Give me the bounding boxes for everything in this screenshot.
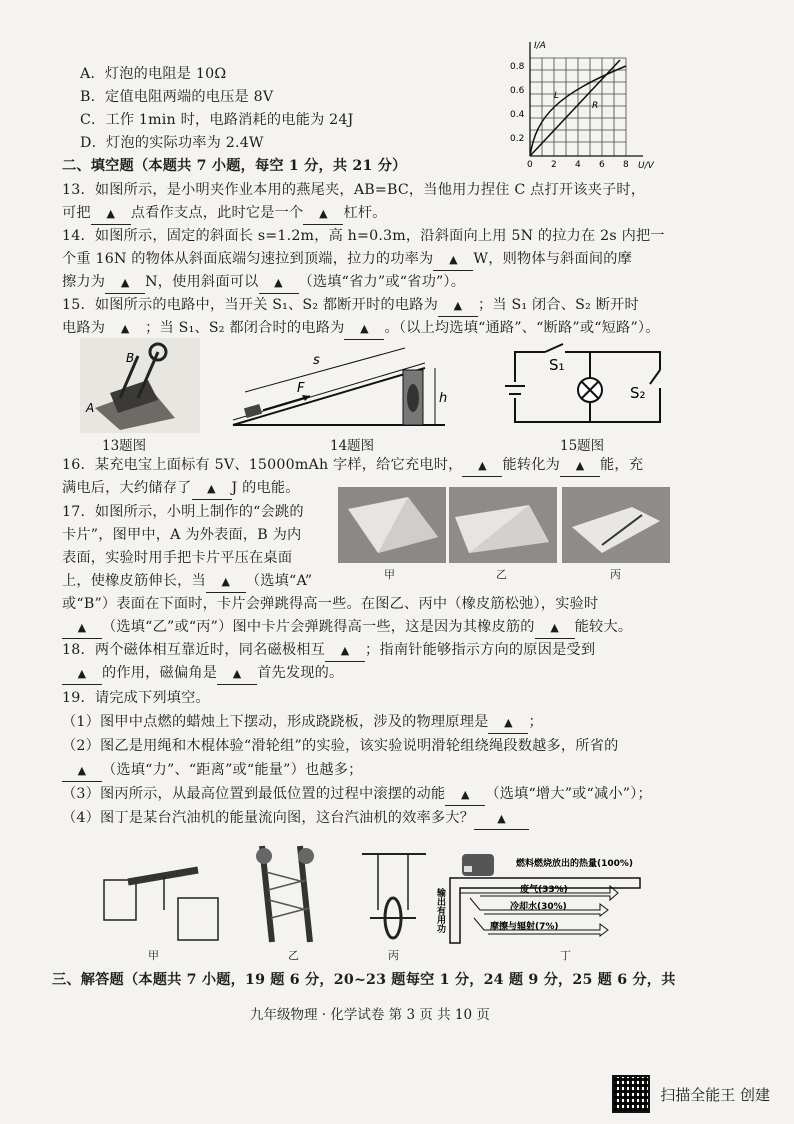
circuit-figure <box>505 342 680 432</box>
q13-line2: 可把 ▲ 点看作支点，此时它是一个 ▲ 杠杆。 <box>62 203 387 225</box>
x-tick: 2 <box>551 160 557 170</box>
binder-clip-figure <box>80 338 200 433</box>
q19-part1: （1）图甲中点燃的蜡烛上下摆动，形成跷跷板，涉及的物理原理是 ▲ ； <box>62 712 543 734</box>
energy-cooling-label: 冷却水(30%) <box>510 902 567 912</box>
fig13-caption: 13题图 <box>102 438 147 454</box>
answer-blank[interactable]: ▲ <box>462 455 502 477</box>
q14-line1: 14．如图所示，固定的斜面长 s=1.2m，高 h=0.3m，沿斜面向上用 5N 的拉力在 2s 内把一 <box>62 228 665 244</box>
answer-blank[interactable]: ▲ <box>560 455 600 477</box>
energy-friction-label: 摩擦与辐射(7%) <box>490 922 559 932</box>
answer-blank[interactable]: ▲ <box>474 808 529 830</box>
y-tick: 0.6 <box>510 86 525 96</box>
x-tick: 8 <box>623 160 629 170</box>
answer-blank[interactable]: ▲ <box>303 203 343 225</box>
answer-blank[interactable]: ▲ <box>433 249 473 271</box>
q17-line6: ▲ （选填“乙”或“丙”）图中卡片会弹跳得高一些，这是因为其橡皮筋的 ▲ 能较大。 <box>62 617 632 639</box>
page-footer: 九年级物理 · 化学试卷 第 3 页 共 10 页 <box>250 1007 490 1023</box>
curve-r-label: R <box>592 101 599 111</box>
iu-graph <box>508 36 668 171</box>
option-c: C．工作 1min 时，电路消耗的电能为 24J <box>80 112 354 128</box>
q19-caption-ding: 丁 <box>560 949 571 962</box>
q16-line2: 满电后，大约储存了 ▲ J 的电能。 <box>62 478 300 500</box>
incline-figure <box>225 340 460 435</box>
section-3-heading: 三、解答题（本题共 7 小题，19 题 6 分，20~23 题每空 1 分，24 题 9 分，25 题 6 分，共 <box>52 972 676 988</box>
slope-label-s: s <box>313 353 320 368</box>
answer-blank[interactable]: ▲ <box>206 571 246 593</box>
answer-blank[interactable]: ▲ <box>91 203 131 225</box>
q19-caption-bing: 丙 <box>388 949 399 962</box>
answer-blank[interactable]: ▲ <box>344 318 384 340</box>
answer-blank[interactable]: ▲ <box>62 617 102 639</box>
q19-caption-jia: 甲 <box>148 949 159 962</box>
answer-blank[interactable]: ▲ <box>259 272 299 294</box>
circuit-label-s1: S₁ <box>549 356 565 374</box>
q19-part3: （3）图丙所示，从最高位置到最低位置的过程中滚摆的动能 ▲ （选填“增大”或“减小”）； <box>62 784 652 806</box>
answer-blank[interactable]: ▲ <box>62 663 102 685</box>
fig15-caption: 15题图 <box>560 438 605 454</box>
answer-blank[interactable]: ▲ <box>62 760 102 782</box>
clip-label-b: B <box>126 351 135 365</box>
q15-line1: 15．如图所示的电路中，当开关 S₁、S₂ 都断开时的电路为 ▲ ；当 S₁ 闭合、S₂ 断开时 <box>62 295 639 317</box>
slope-label-f: F <box>297 381 305 396</box>
clip-label-a: A <box>86 401 95 415</box>
option-a: A．灯泡的电阻是 10Ω <box>80 66 227 82</box>
answer-blank[interactable]: ▲ <box>438 295 478 317</box>
card-photo-jia <box>338 487 446 563</box>
answer-blank[interactable]: ▲ <box>325 640 365 662</box>
section-2-heading: 二、填空题（本题共 7 小题，每空 1 分，共 21 分） <box>62 158 407 174</box>
answer-blank[interactable]: ▲ <box>535 617 575 639</box>
curve-l-label: L <box>554 91 560 101</box>
y-tick: 0.8 <box>510 62 525 72</box>
energy-flow-diagram <box>435 848 680 950</box>
x-tick: 0 <box>527 160 533 170</box>
y-axis-label: I/A <box>534 41 546 51</box>
watermark-text: 扫描全能王 创建 <box>660 1085 770 1104</box>
qr-code-icon <box>612 1075 650 1113</box>
option-b: B．定值电阻两端的电压是 8V <box>80 89 274 105</box>
q15-line2: 电路为 ▲ ；当 S₁、S₂ 都闭合时的电路为 ▲ 。（以上均选填“通路”、“断路”或“短路”）。 <box>62 318 660 340</box>
x-tick: 6 <box>599 160 605 170</box>
q17-line3: 表面，实验时用手把卡片平压在桌面 <box>62 550 293 566</box>
q14-line2: 个重 16N 的物体从斜面底端匀速拉到顶端，拉力的功率为 ▲ W，则物体与斜面间的摩 <box>62 249 632 271</box>
q18-line2: ▲ 的作用，磁偏角是 ▲ 首先发现的。 <box>62 663 343 685</box>
energy-total-label: 燃料燃烧放出的热量(100%) <box>516 859 634 869</box>
q18-line1: 18．两个磁体相互靠近时，同名磁极相互 ▲ ；指南针能够指示方向的原因是受到 <box>62 640 595 662</box>
card-caption-bing: 丙 <box>610 568 621 581</box>
q19-part4: （4）图丁是某台汽油机的能量流向图，这台汽油机的效率多大？ ▲ <box>62 808 529 830</box>
x-axis-label: U/V <box>638 161 654 171</box>
answer-blank[interactable]: ▲ <box>217 663 257 685</box>
x-tick: 4 <box>575 160 581 170</box>
slope-label-h: h <box>439 391 448 406</box>
answer-blank[interactable]: ▲ <box>192 478 232 500</box>
y-tick: 0.2 <box>510 134 525 144</box>
answer-blank[interactable]: ▲ <box>488 712 528 734</box>
card-caption-yi: 乙 <box>496 568 507 581</box>
q19-part2: （2）图乙是用绳和木棍体验“滑轮组”的实验，该实验说明滑轮组绕绳段数越多，所省的 <box>62 738 619 754</box>
q17-line4: 上，使橡皮筋伸长，当 ▲ （选填“A” <box>62 571 312 593</box>
q17-line2: 卡片”，图甲中，A 为外表面，B 为内 <box>62 527 302 543</box>
q16-line1: 16．某充电宝上面标有 5V、15000mAh 字样，给它充电时， ▲ 能转化为 ▲ 能，充 <box>62 455 643 477</box>
card-caption-jia: 甲 <box>384 568 395 581</box>
q17-line5: 或“B”）表面在下面时，卡片会弹跳得高一些。在图乙、丙中（橡皮筋松弛），实验时 <box>62 596 599 612</box>
fig14-caption: 14题图 <box>330 438 375 454</box>
q17-line1: 17．如图所示，小明上制作的“会跳的 <box>62 504 304 520</box>
card-photo-yi <box>449 487 557 563</box>
q19-intro: 19．请完成下列填空。 <box>62 690 210 706</box>
card-photo-bing <box>562 487 670 563</box>
answer-blank[interactable]: ▲ <box>445 784 485 806</box>
y-tick: 0.4 <box>510 110 525 120</box>
maxwell-wheel-figure <box>360 850 430 945</box>
q13-line1: 13．如图所示，是小明夹作业本用的燕尾夹，AB=BC，当他用力捏住 C 点打开该夹子时， <box>62 182 646 198</box>
energy-useful-label: 输出有用功 <box>435 888 445 933</box>
scanner-watermark <box>612 1075 770 1113</box>
answer-blank[interactable]: ▲ <box>105 272 145 294</box>
q19-part2-cont: ▲ （选填“力”、“距离”或“能量”）也越多； <box>62 760 363 782</box>
q14-line3: 擦力为 ▲ N，使用斜面可以 ▲ （选填“省力”或“省功”）。 <box>62 272 465 294</box>
circuit-label-s2: S₂ <box>630 384 646 402</box>
candle-seesaw-figure <box>98 850 228 945</box>
energy-exhaust-label: 废气(33%) <box>520 885 568 895</box>
answer-blank[interactable]: ▲ <box>105 318 145 340</box>
rope-pulley-figure <box>240 842 330 947</box>
q19-caption-yi: 乙 <box>288 949 299 962</box>
option-d: D．灯泡的实际功率为 2.4W <box>80 135 264 151</box>
